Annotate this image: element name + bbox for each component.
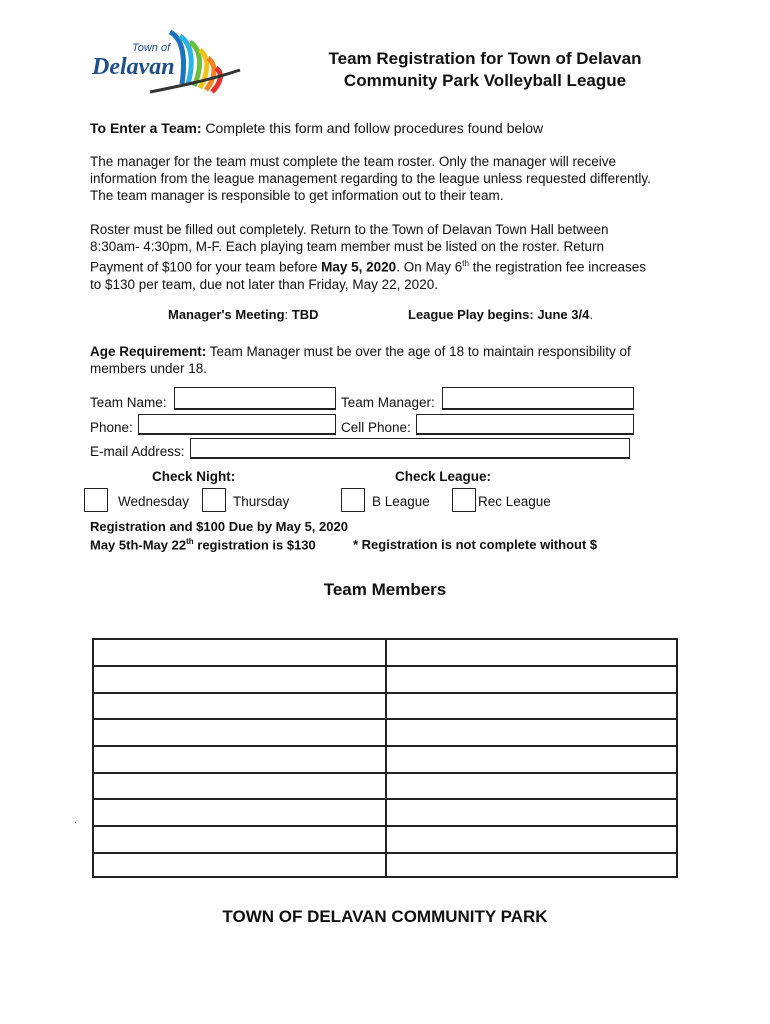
due-note: * Registration is not complete without $: [353, 537, 598, 552]
team-members-table: [92, 638, 678, 878]
paragraph-1: [90, 153, 690, 204]
paragraph-2: [90, 221, 690, 293]
managers-meeting: [168, 307, 318, 322]
para1-line3: The team manager is responsible to get information out to their team.: [90, 188, 504, 203]
wednesday-label: Wednesday: [118, 494, 190, 509]
league-play-period: .: [589, 307, 593, 322]
table-row: [94, 798, 676, 800]
para2-line2: 8:30am- 4:30pm, M-F. Each playing team member must be listed on the roster. Return: [90, 239, 604, 254]
due-line-2: [90, 537, 316, 552]
footer-text: TOWN OF DELAVAN COMMUNITY PARK: [222, 907, 548, 926]
team-name-label: Team Name:: [90, 395, 167, 410]
due-line-1: Registration and $100 Due by May 5, 2020: [90, 519, 348, 534]
para2-line4: to $130 per team, due not later than Friday, May 22, 2020.: [90, 276, 438, 292]
team-name-field[interactable]: [174, 387, 336, 410]
para2-l3a: Payment of $100 for your team before: [90, 259, 322, 275]
table-divider: [385, 640, 387, 876]
intro-lead: [90, 120, 690, 137]
email-field[interactable]: [190, 438, 630, 459]
managers-meeting-value: TBD: [291, 307, 319, 322]
email-label: E-mail Address:: [90, 444, 185, 459]
table-row: [94, 718, 676, 720]
town-logo: [90, 28, 250, 98]
logo-big-text: Delavan: [92, 54, 175, 80]
cell-phone-label: Cell Phone:: [341, 420, 411, 435]
para2-l3c: . On May 6: [396, 259, 463, 275]
age-requirement: [90, 343, 690, 377]
stray-dot: .: [74, 812, 78, 826]
para1-line2: information from the league management regarding to the league unless requested differently.: [90, 171, 651, 186]
logo-small-text: Town of: [132, 42, 171, 54]
check-league-heading: Check League:: [395, 469, 492, 484]
title-line-1: Team Registration for Town of Delavan: [328, 49, 642, 68]
phone-label: Phone:: [90, 420, 133, 435]
managers-meeting-sep: :: [284, 307, 292, 322]
wednesday-checkbox[interactable]: [84, 488, 108, 512]
intro-lead-text: Complete this form and follow procedures found below: [201, 120, 544, 136]
table-row: [94, 825, 676, 827]
title-line-2: Community Park Volleyball League: [343, 71, 627, 90]
table-row: [94, 772, 676, 774]
para1-line1: The manager for the team must complete the team roster. Only the manager will receive: [90, 154, 616, 169]
table-row: [94, 852, 676, 854]
due-line2b: registration is $130: [193, 537, 316, 553]
team-members-heading: Team Members: [323, 580, 447, 599]
intro-lead-bold: To Enter a Team:: [90, 120, 202, 136]
para2-line1: Roster must be filled out completely. Return to the Town of Delavan Town Hall between: [90, 222, 609, 237]
b-league-label: B League: [372, 494, 430, 509]
table-row: [94, 745, 676, 747]
para2-sup: th: [462, 259, 469, 268]
age-label: Age Requirement:: [90, 344, 207, 359]
phone-field[interactable]: [138, 414, 336, 435]
table-row: [94, 665, 676, 667]
league-play-label: League Play begins: June 3/4: [408, 307, 590, 322]
b-league-checkbox[interactable]: [341, 488, 365, 512]
thursday-checkbox[interactable]: [202, 488, 226, 512]
team-manager-field[interactable]: [442, 387, 634, 410]
para2-l3d: the registration fee increases: [468, 259, 647, 275]
due-line2-sup: th: [186, 537, 194, 546]
team-manager-label: Team Manager:: [341, 395, 435, 410]
age-text-2: members under 18.: [90, 361, 208, 376]
table-row: [94, 692, 676, 694]
para2-line3: [90, 255, 690, 276]
due-line2a: May 5th-May 22: [90, 537, 187, 553]
para2-deadline: May 5, 2020: [321, 259, 397, 275]
league-play: [408, 307, 593, 322]
rec-league-checkbox[interactable]: [452, 488, 476, 512]
cell-phone-field[interactable]: [416, 414, 634, 435]
age-text-1: Team Manager must be over the age of 18 to maintain responsibility of: [206, 344, 631, 359]
thursday-label: Thursday: [233, 494, 290, 509]
managers-meeting-label: Manager's Meeting: [168, 307, 285, 322]
page-title: [300, 48, 670, 92]
check-night-heading: Check Night:: [152, 469, 236, 484]
rec-league-label: Rec League: [478, 494, 551, 509]
